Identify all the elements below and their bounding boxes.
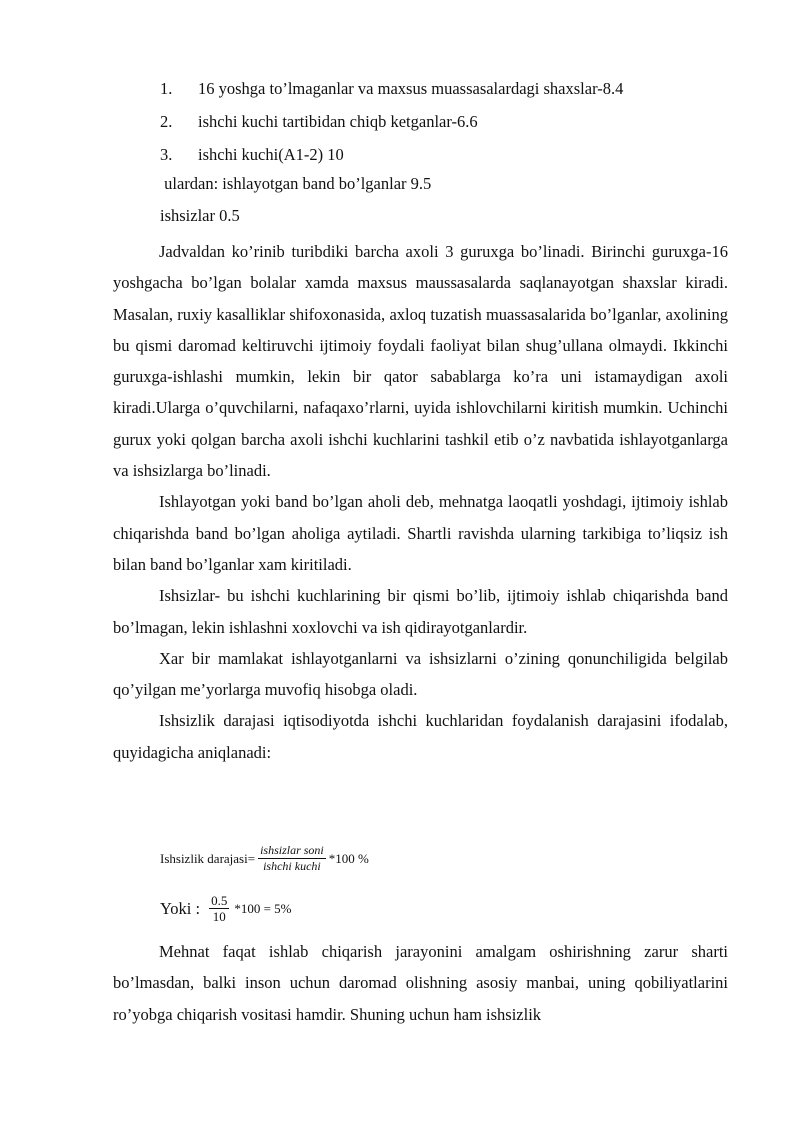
yoki-label: Yoki :: [160, 898, 201, 918]
yoki-numerator: 0.5: [211, 893, 228, 908]
formula-label: Ishsizlik darajasi=: [160, 850, 256, 866]
paragraph: Ishsizlik darajasi iqtisodiyotda ishchi kuchlaridan foydalanish darajasini ifodalab, quyidagicha aniqlanadi:: [113, 711, 728, 762]
list-text: ishchi kuchi(A1-2) 10: [198, 145, 344, 164]
list-number: 1.: [160, 79, 173, 98]
unemployment-formula: [160, 843, 369, 874]
body-text: [113, 236, 728, 768]
sub-line-unemployed: ishsizlar 0.5: [160, 206, 240, 225]
formula-tail: *100 %: [328, 850, 369, 866]
paragraph: Ishlayotgan yoki band bo’lgan aholi deb, mehnatga laoqatli yoshdagi, ijtimoiy ishlab chiqarishda band bo’lgan aholiga aytiladi. Shartli ravishda ularning tarkibiga to’liqsiz ish bilan band bo’lganlar xam kiritiladi.: [113, 492, 728, 574]
list-number: 3.: [160, 145, 173, 164]
paragraph: Xar bir mamlakat ishlayotganlarni va ishsizlarni o’zining qonunchiligida belgilab qo’yilgan me’yorlarga muvofiq hisobga oladi.: [113, 648, 728, 700]
list-item: [160, 138, 740, 171]
numbered-list: [160, 72, 740, 171]
list-item: [160, 105, 740, 138]
list-item: [160, 72, 740, 105]
body-text-continued: [113, 936, 728, 1030]
list-text: 16 yoshga to’lmaganlar va maxsus muassasalardagi shaxslar-8.4: [198, 79, 624, 98]
paragraph: Jadvaldan ko’rinib turibdiki barcha axoli 3 guruxga bo’linadi. Birinchi guruxga-16 yoshgacha bo’lgan bolalar xamda maxsus maussasalarda saqlanayotgan shaxslar kiradi. Masalan, ruxiy kasalliklar shifoxonasida, axloq tuzatish muassasalarida bo’lganlar, axolining bu qismi daromad keltiruvchi ijtimoiy foydali faoliyat bilan shug’ullana olmaydi. Ikkinchi guruxga-ishlashi mumkin, lekin bir qator sabablarga ko’ra uni istamaydigan axoli kiradi.Ularga o’quvchilarni, nafaqaxo’rlarni, uyida ishlovchilarni kiritish mumkin. Uchinchi gurux yoki qolgan barcha axoli ishchi kuchlarini tashkil etib o’z navbatida ishlayotganlarga va ishsizlarga bo’linadi.: [113, 242, 728, 481]
paragraph: Ishsizlar- bu ishchi kuchlarining bir qismi bo’lib, ijtimoiy ishlab chiqarishda band bo’lmagan, lekin ishlashni xoxlovchi va ish qidirayotganlardir.: [113, 586, 728, 637]
sub-line-employed: ulardan: ishlayotgan band bo’lganlar 9.5: [160, 174, 432, 193]
yoki-tail: *100 = 5%: [234, 900, 292, 916]
formula-fraction: [258, 843, 326, 874]
list-text: ishchi kuchi tartibidan chiqb ketganlar-6.6: [198, 112, 478, 131]
yoki-denominator: 10: [212, 909, 226, 924]
example-calculation: [160, 893, 291, 924]
formula-numerator: ishsizlar soni: [260, 843, 324, 857]
formula-denominator: ishchi kuchi: [263, 859, 321, 873]
paragraph: Mehnat faqat ishlab chiqarish jarayonini amalgam oshirishning zarur sharti bo’lmasdan, balki inson uchun daromad olishning asosiy manbai, uning qobiliyatlarini ro’yobga chiqarish vositasi hamdir. Shuning uchun ham ishsizlik: [113, 942, 728, 1024]
list-number: 2.: [160, 112, 173, 131]
yoki-fraction: [209, 893, 229, 924]
